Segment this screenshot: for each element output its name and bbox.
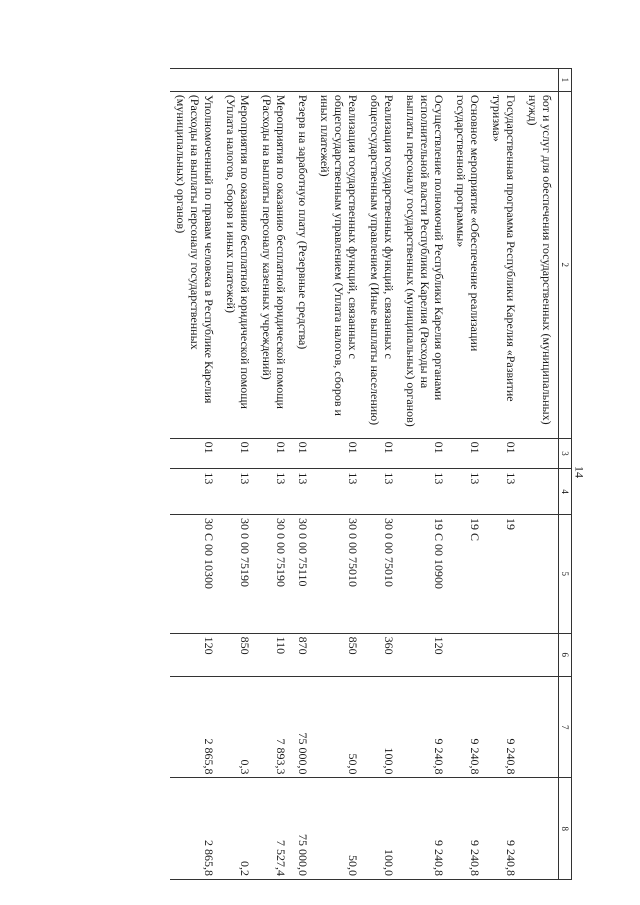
row-target-article-code: 19 С bbox=[450, 514, 486, 633]
row-expense-type-code: 850 bbox=[220, 633, 256, 676]
row-description: Мероприятия по оказанию бесплатной юридической помощи (Уплата налогов, сборов и иных платежей) bbox=[220, 91, 256, 438]
table-header-row bbox=[559, 69, 572, 880]
row-planned-amount: 100,0 bbox=[364, 676, 400, 778]
row-planned-amount: 75 000,0 bbox=[292, 676, 314, 778]
row-planned-amount: 7 893,3 bbox=[256, 676, 292, 778]
row-section-code: 01 bbox=[314, 438, 364, 469]
row-target-article-code: 30 0 00 75010 bbox=[364, 514, 400, 633]
row-executed-amount: 7 527,4 bbox=[256, 778, 292, 880]
table-row bbox=[364, 69, 400, 880]
row-number-cell bbox=[170, 69, 220, 92]
row-section-code: 01 bbox=[486, 438, 522, 469]
row-target-article-code: 30 0 00 75110 bbox=[292, 514, 314, 633]
row-description: Уполномоченный по правам человека в Республике Карелия (Расходы на выплаты персоналу государственных (муниципальных) органов) bbox=[170, 91, 220, 438]
row-number-cell bbox=[364, 69, 400, 92]
row-executed-amount bbox=[522, 778, 559, 880]
table-row bbox=[400, 69, 450, 880]
row-description: Резерв на заработную плату (Резервные средства) bbox=[292, 91, 314, 438]
row-target-article-code: 30 0 00 75190 bbox=[220, 514, 256, 633]
row-subsection-code: 13 bbox=[400, 469, 450, 515]
table-row bbox=[292, 69, 314, 880]
row-planned-amount: 9 240,8 bbox=[450, 676, 486, 778]
row-description: Осуществление полномочий Республики Карелия органами исполнительной власти Республики Карелия (Расходы на выплаты персоналу государственных (муниципальных) органов) bbox=[400, 91, 450, 438]
row-description: Основное мероприятие «Обеспечение реализации государственной программы» bbox=[450, 91, 486, 438]
row-section-code: 01 bbox=[170, 438, 220, 469]
row-description: Реализация государственных функций, связанных с общегосударственным управлением (Уплата налогов, сборов и иных платежей) bbox=[314, 91, 364, 438]
row-section-code bbox=[522, 438, 559, 469]
row-subsection-code: 13 bbox=[486, 469, 522, 515]
row-subsection-code bbox=[522, 469, 559, 515]
row-expense-type-code bbox=[486, 633, 522, 676]
row-description: Реализация государственных функций, связанных с общегосударственным управлением (Иные выплаты населению) bbox=[364, 91, 400, 438]
row-executed-amount: 9 240,8 bbox=[400, 778, 450, 880]
row-expense-type-code: 120 bbox=[400, 633, 450, 676]
table-row bbox=[314, 69, 364, 880]
row-number-cell bbox=[522, 69, 559, 92]
row-number-cell bbox=[400, 69, 450, 92]
row-executed-amount: 75 000,0 bbox=[292, 778, 314, 880]
row-number-cell bbox=[450, 69, 486, 92]
row-target-article-code: 30 0 00 75190 bbox=[256, 514, 292, 633]
table-row bbox=[256, 69, 292, 880]
row-number-cell bbox=[292, 69, 314, 92]
row-executed-amount: 50,0 bbox=[314, 778, 364, 880]
column-number-8: 8 bbox=[559, 778, 572, 880]
row-planned-amount bbox=[522, 676, 559, 778]
column-number-3: 3 bbox=[559, 438, 572, 469]
column-number-1: 1 bbox=[559, 69, 572, 92]
row-expense-type-code: 120 bbox=[170, 633, 220, 676]
row-target-article-code: 30 С 00 10300 bbox=[170, 514, 220, 633]
row-subsection-code: 13 bbox=[364, 469, 400, 515]
row-expense-type-code: 870 bbox=[292, 633, 314, 676]
row-executed-amount: 9 240,8 bbox=[486, 778, 522, 880]
row-section-code: 01 bbox=[400, 438, 450, 469]
row-section-code: 01 bbox=[292, 438, 314, 469]
rotated-page-content bbox=[80, 68, 572, 880]
row-subsection-code: 13 bbox=[220, 469, 256, 515]
table-row bbox=[170, 69, 220, 880]
column-number-2: 2 bbox=[559, 91, 572, 438]
row-section-code: 01 bbox=[220, 438, 256, 469]
row-executed-amount: 0,2 bbox=[220, 778, 256, 880]
budget-table bbox=[170, 68, 572, 880]
column-number-7: 7 bbox=[559, 676, 572, 778]
row-executed-amount: 100,0 bbox=[364, 778, 400, 880]
row-target-article-code: 19 С 00 10900 bbox=[400, 514, 450, 633]
row-number-cell bbox=[256, 69, 292, 92]
column-number-6: 6 bbox=[559, 633, 572, 676]
row-planned-amount: 9 240,8 bbox=[400, 676, 450, 778]
column-number-4: 4 bbox=[559, 469, 572, 515]
row-executed-amount: 2 865,8 bbox=[170, 778, 220, 880]
row-target-article-code: 30 0 00 75010 bbox=[314, 514, 364, 633]
row-target-article-code: 19 bbox=[486, 514, 522, 633]
table-row bbox=[450, 69, 486, 880]
row-section-code: 01 bbox=[450, 438, 486, 469]
row-subsection-code: 13 bbox=[314, 469, 364, 515]
row-section-code: 01 bbox=[364, 438, 400, 469]
page-number: 14 bbox=[572, 466, 587, 478]
column-number-5: 5 bbox=[559, 514, 572, 633]
row-subsection-code: 13 bbox=[292, 469, 314, 515]
row-description: бот и услуг для обеспечения государственных (муниципальных) нужд) bbox=[522, 91, 559, 438]
table-row bbox=[486, 69, 522, 880]
row-planned-amount: 9 240,8 bbox=[486, 676, 522, 778]
row-planned-amount: 0,3 bbox=[220, 676, 256, 778]
row-planned-amount: 50,0 bbox=[314, 676, 364, 778]
row-subsection-code: 13 bbox=[256, 469, 292, 515]
row-section-code: 01 bbox=[256, 438, 292, 469]
row-subsection-code: 13 bbox=[450, 469, 486, 515]
row-number-cell bbox=[220, 69, 256, 92]
row-expense-type-code: 360 bbox=[364, 633, 400, 676]
row-planned-amount: 2 865,8 bbox=[170, 676, 220, 778]
row-subsection-code: 13 bbox=[170, 469, 220, 515]
row-executed-amount: 9 240,8 bbox=[450, 778, 486, 880]
row-expense-type-code: 850 bbox=[314, 633, 364, 676]
row-description: Мероприятия по оказанию бесплатной юридической помощи (Расходы на выплаты персоналу казенных учреждений) bbox=[256, 91, 292, 438]
row-expense-type-code bbox=[522, 633, 559, 676]
row-expense-type-code bbox=[450, 633, 486, 676]
table-row bbox=[220, 69, 256, 880]
row-number-cell bbox=[486, 69, 522, 92]
row-number-cell bbox=[314, 69, 364, 92]
row-target-article-code bbox=[522, 514, 559, 633]
row-expense-type-code: 110 bbox=[256, 633, 292, 676]
table-row bbox=[522, 69, 559, 880]
row-description: Государственная программа Республики Карелия «Развитие туризма» bbox=[486, 91, 522, 438]
